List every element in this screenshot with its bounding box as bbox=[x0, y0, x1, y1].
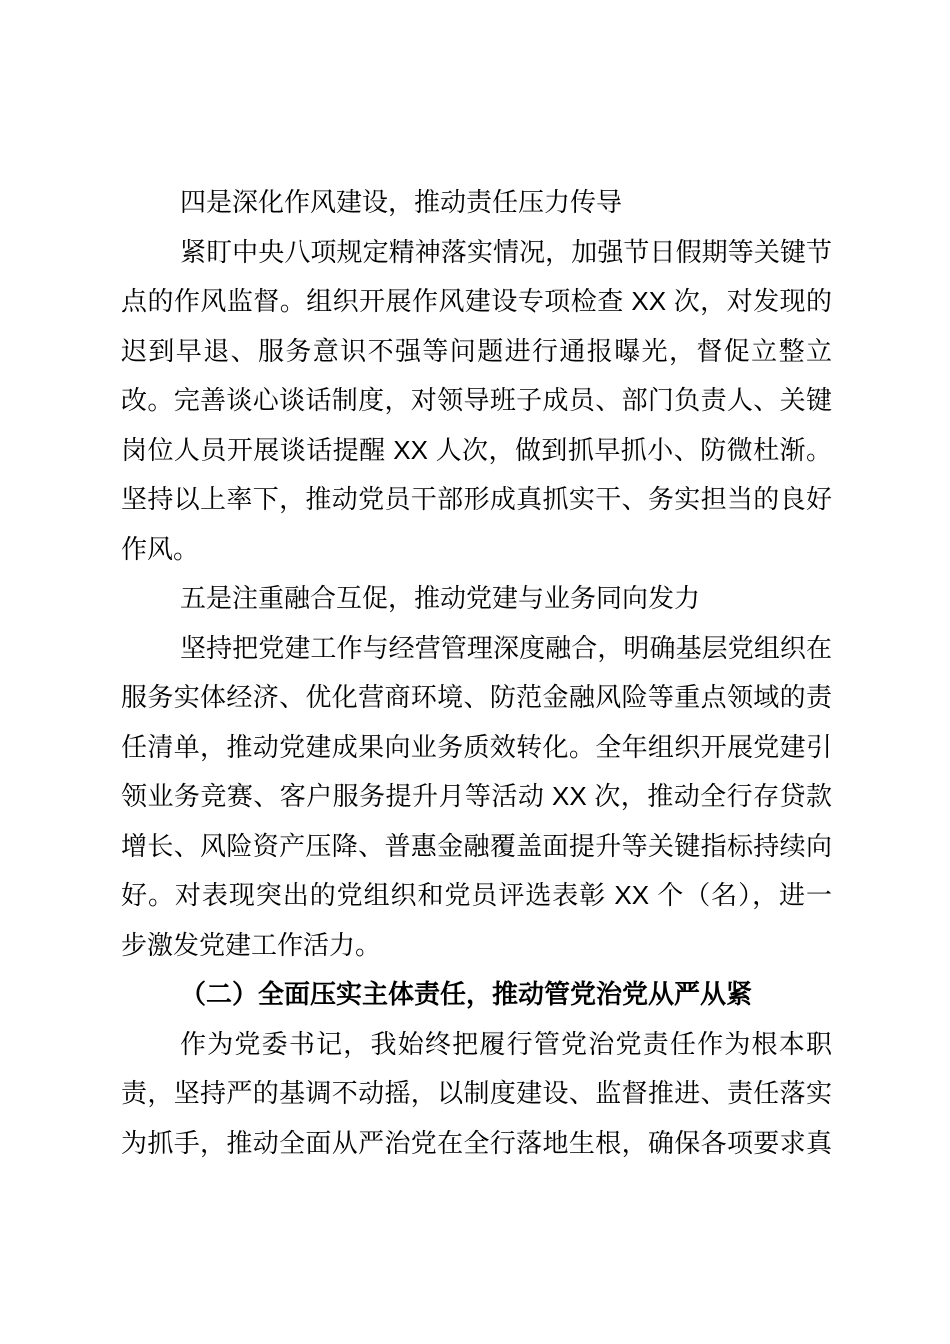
text-line: 点的作风监督。组织开展作风建设专项检查 XX 次，对发现的 bbox=[121, 286, 832, 316]
text-line: 作风。 bbox=[121, 533, 200, 564]
text-line: 坚持以上率下，推动党员干部形成真抓实干、务实担当的良好 bbox=[121, 484, 832, 514]
text-line: 迟到早退、服务意识不强等问题进行通报曝光，督促立整立 bbox=[121, 335, 832, 366]
text-line: 步激发党建工作活力。 bbox=[121, 929, 382, 960]
text-line: 领业务竞赛、客户服务提升月等活动 XX 次，推动全行存贷款 bbox=[121, 781, 832, 811]
text-line: 责，坚持严的基调不动摇，以制度建设、监督推进、责任落实 bbox=[121, 1078, 832, 1108]
text-line: 紧盯中央八项规定精神落实情况，加强节日假期等关键节 bbox=[180, 236, 832, 267]
text-line: 作为党委书记，我始终把履行管党治党责任作为根本职 bbox=[180, 1028, 832, 1059]
text-line: 为抓手，推动全面从严治党在全行落地生根，确保各项要求真 bbox=[121, 1127, 832, 1158]
section-heading-line: （二）全面压实主体责任，推动管党治党从严从紧 bbox=[180, 979, 753, 1009]
document-text-block bbox=[121, 178, 832, 1168]
text-line: 改。完善谈心谈话制度，对领导班子成员、部门负责人、关键 bbox=[121, 385, 832, 415]
text-line: 增长、风险资产压降、普惠金融覆盖面提升等关键指标持续向 bbox=[121, 830, 832, 861]
text-line: 任清单，推动党建成果向业务质效转化。全年组织开展党建引 bbox=[121, 731, 832, 762]
text-line: 岗位人员开展谈话提醒 XX 人次，做到抓早抓小、防微杜渐。 bbox=[121, 434, 832, 465]
subheading-line: 四是深化作风建设，推动责任压力传导 bbox=[180, 187, 623, 217]
text-line: 好。对表现突出的党组织和党员评选表彰 XX 个（名），进一 bbox=[121, 880, 832, 910]
subheading-line: 五是注重融合互促，推动党建与业务同向发力 bbox=[180, 583, 701, 613]
text-line: 服务实体经济、优化营商环境、防范金融风险等重点领域的责 bbox=[121, 682, 832, 712]
text-line: 坚持把党建工作与经营管理深度融合，明确基层党组织在 bbox=[180, 632, 832, 663]
